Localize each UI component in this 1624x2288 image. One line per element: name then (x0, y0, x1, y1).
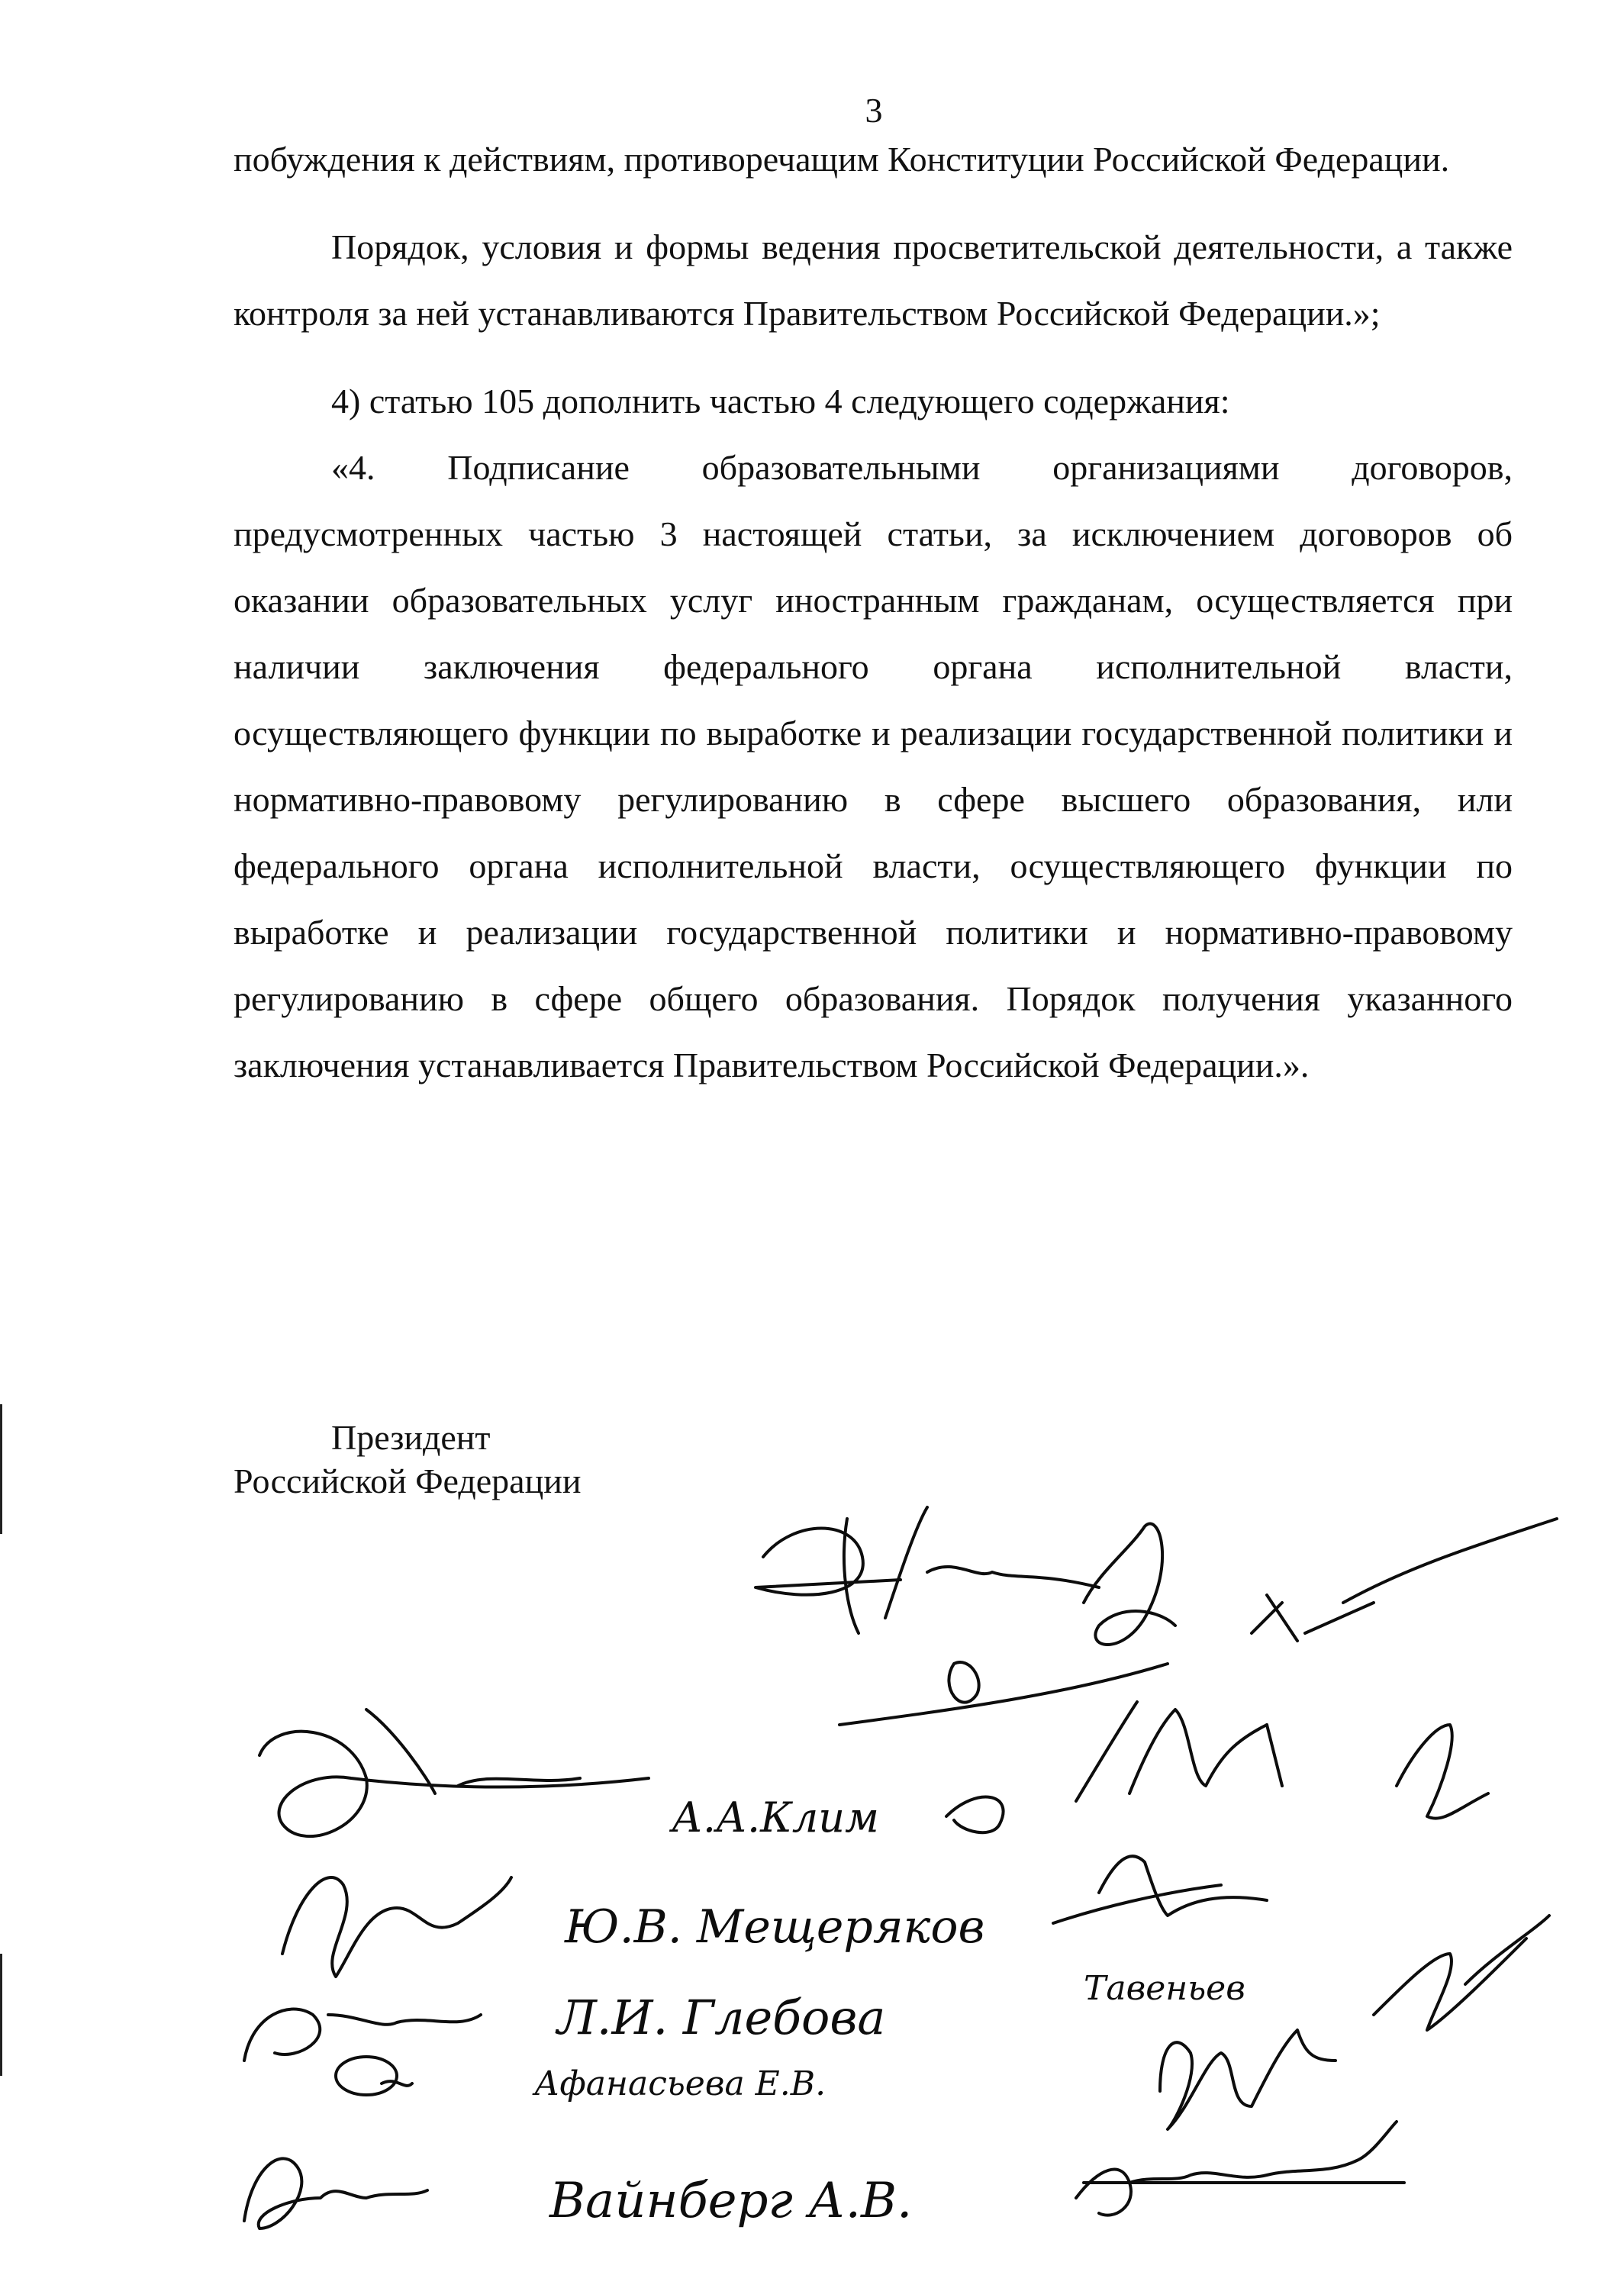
handwritten-tavenyev: Тавеньев (1084, 1969, 1245, 2008)
signature-10 (1374, 1916, 1549, 2030)
signature-1 (756, 1507, 1175, 1725)
signature-15 (1076, 2122, 1404, 2215)
signature-6 (1397, 1725, 1488, 1819)
signature-14 (549, 2173, 912, 2229)
signature-13 (244, 2158, 427, 2228)
paragraph-continuation: побуждения к действиям, противоречащим Конституции Российской Федерации. (234, 140, 1450, 179)
signatory-title: Президент (331, 1418, 491, 1457)
signature-9 (1053, 1856, 1267, 2008)
signature-12 (1160, 2030, 1336, 2129)
signatory-country: Российской Федерации (234, 1461, 582, 1500)
page-number: 3 (865, 91, 883, 130)
signature-7 (244, 1877, 511, 2061)
paragraph-article-105-part-4: «4. Подписание образовательными организациями договоров, предусмотренных частью 3 настоящей статьи, за исключением договоров об оказании образовательных услуг иностранным гражданам, осуществляется при наличии заключения федерального органа исполнительной власти, осуществляющего функции по выработке и реализации государственной политики и нормативно-правовому регулированию в сфере высшего образования, или федерального органа исполнительной власти, осуществляющего функции по выработке и реализации государственной политики и нормативно-правовому регулированию в сфере общего образования. Порядок получения указанного заключения устанавливается Правительством Российской Федерации.». (234, 448, 1513, 1084)
signature-2 (1252, 1519, 1557, 1641)
paragraph-amendment-article-105: 4) статью 105 дополнить частью 4 следующего содержания: (331, 382, 1230, 421)
handwritten-vainberg: Вайнберг А.В. (549, 2173, 913, 2229)
signature-8 (555, 1900, 984, 2045)
handwritten-klim: А.А.Клим (672, 1793, 879, 1842)
handwritten-glebova: Л.И. Глебова (557, 1990, 886, 2045)
paragraph-enlightenment-procedure: Порядок, условия и формы ведения просветительской деятельности, а также контроля за ней устанавливаются Правительством Российской Федерации.»; (234, 227, 1513, 333)
signature-11 (336, 2057, 826, 2103)
signature-3 (259, 1710, 649, 1836)
handwritten-afanasyeva: Афанасьева Е.В. (534, 2064, 826, 2103)
handwritten-meshcheryakov: Ю.В. Мещеряков (565, 1900, 985, 1954)
signature-4 (669, 1793, 1004, 1842)
signature-5 (1076, 1702, 1282, 1801)
